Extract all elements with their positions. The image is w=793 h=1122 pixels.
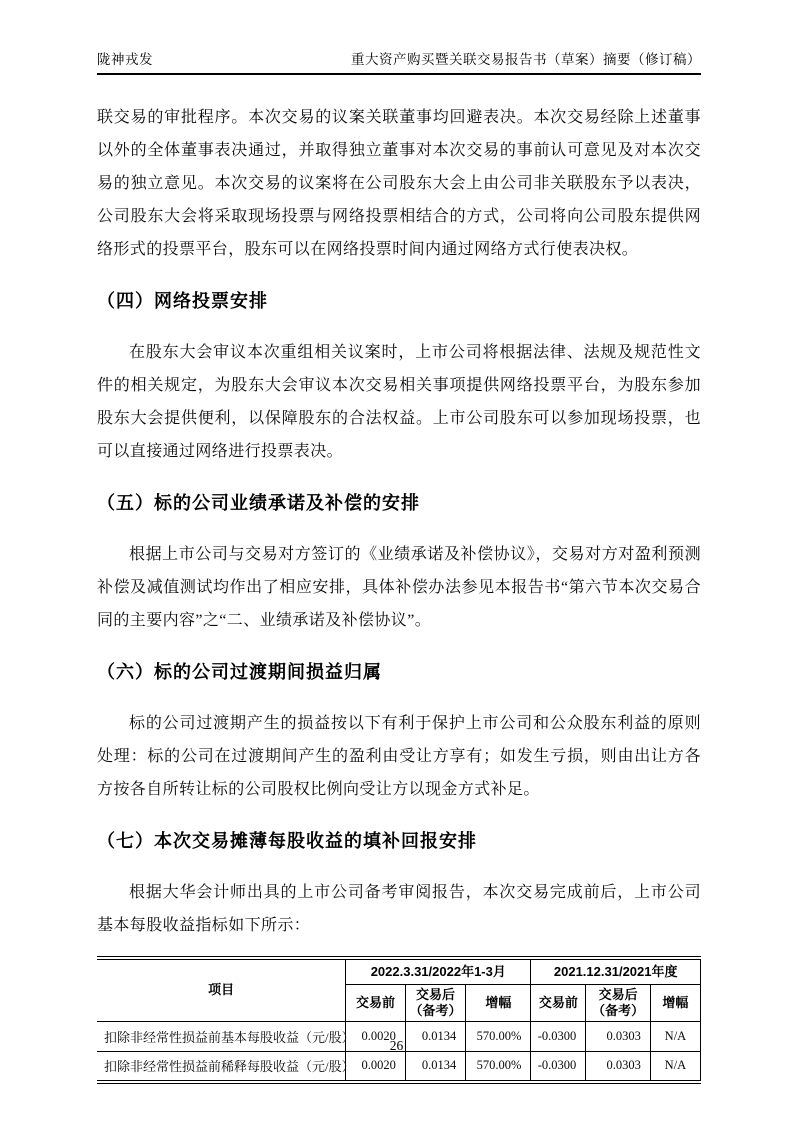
table-period-group-2022: 2022.3.31/2022年1-3月 (346, 958, 531, 984)
section-6-paragraph: 标的公司过渡期产生的损益按以下有利于保护上市公司和公众股东利益的原则处理：标的公司在过渡期间产生的盈利由受让方享有；如发生亏损，则由出让方各方按各自所转让标的公司股权比例向受让方以现金方式补足。 (97, 715, 701, 798)
table-header-item: 项目 (97, 958, 346, 1022)
cell-basic-pre-2021: -0.0300 (531, 1022, 586, 1052)
table-subheader-pre-deal-2021: 交易前 (531, 984, 586, 1022)
eps-table (97, 956, 701, 1084)
section-4-paragraph: 在股东大会审议本次重组相关议案时，上市公司将根据法律、法规及规范性文件的相关规定，为股东大会审议本次交易相关事项提供网络投票平台，为股东参加股东大会提供便利，以保障股东的合法权益。上市公司股东可以参加现场投票，也可以直接通过网络进行投票表决。 (97, 344, 701, 460)
row-label-basic-eps: 扣除非经常性损益前基本每股收益（元/股） (97, 1022, 346, 1052)
header-company-name: 陇神戎发 (97, 52, 153, 67)
cell-diluted-post-2022: 0.0134 (405, 1052, 465, 1082)
table-period-group-2021: 2021.12.31/2021年度 (531, 958, 701, 984)
header-document-title: 重大资产购买暨关联交易报告书（草案）摘要（修订稿） (351, 52, 701, 67)
section-5-paragraph: 根据上市公司与交易对方签订的《业绩承诺及补偿协议》，交易对方对盈利预测补偿及减值测试均作出了相应安排，具体补偿办法参见本报告书“第六节本次交易合同的主要内容”之“二、业绩承诺及补偿协议”。 (97, 546, 701, 629)
cell-basic-post-2021: 0.0303 (586, 1022, 651, 1052)
table-subheader-post-deal-2022: 交易后（备考） (405, 984, 465, 1022)
section-heading-7: （七）本次交易摊薄每股收益的填补回报安排 (97, 831, 477, 851)
page-header (97, 48, 701, 75)
row-label-diluted-eps: 扣除非经常性损益前稀释每股收益（元/股） (97, 1052, 346, 1082)
cell-diluted-change-2021: N/A (650, 1052, 700, 1082)
cell-diluted-change-2022: 570.00% (466, 1052, 531, 1082)
cell-diluted-post-2021: 0.0303 (586, 1052, 651, 1082)
section-heading-4: （四）网络投票安排 (97, 291, 268, 311)
section-transition-profit-loss (97, 658, 701, 806)
table-subheader-change-2022: 增幅 (466, 984, 531, 1022)
table-subheader-pre-deal-2022: 交易前 (346, 984, 406, 1022)
cell-basic-pre-2022: 0.0020 (346, 1022, 406, 1052)
cell-basic-post-2022: 0.0134 (405, 1022, 465, 1052)
cell-diluted-pre-2022: 0.0020 (346, 1052, 406, 1082)
page-number: 26 (389, 1038, 404, 1053)
cell-basic-change-2022: 570.00% (466, 1022, 531, 1052)
paragraph-continuation: 联交易的审批程序。本次交易的议案关联董事均回避表决。本次交易经除上述董事以外的全体董事表决通过，并取得独立董事对本次交易的事前认可意见及对本次交易的独立意见。本次交易的议案将在公司股东大会上由公司非关联股东予以表决，公司股东大会将采取现场投票与网络投票相结合的方式，公司将向公司股东提供网络形式的投票平台，股东可以在网络投票时间内通过网络方式行使表决权。 (97, 109, 701, 258)
cell-diluted-pre-2021: -0.0300 (531, 1052, 586, 1082)
section-network-voting (97, 287, 701, 468)
cell-basic-change-2021: N/A (650, 1022, 700, 1052)
table-subheader-change-2021: 增幅 (650, 984, 700, 1022)
section-heading-6: （六）标的公司过渡期间损益归属 (97, 662, 382, 682)
section-7-paragraph: 根据大华会计师出具的上市公司备考审阅报告，本次交易完成前后，上市公司基本每股收益指标如下所示： (97, 884, 701, 934)
table-subheader-post-deal-2021: 交易后（备考） (586, 984, 651, 1022)
section-heading-5: （五）标的公司业绩承诺及补偿的安排 (97, 493, 420, 513)
page-footer (0, 1038, 793, 1054)
table-row-diluted-eps (97, 1052, 701, 1082)
section-performance-commitment (97, 489, 701, 637)
section-eps-dilution (97, 827, 701, 942)
